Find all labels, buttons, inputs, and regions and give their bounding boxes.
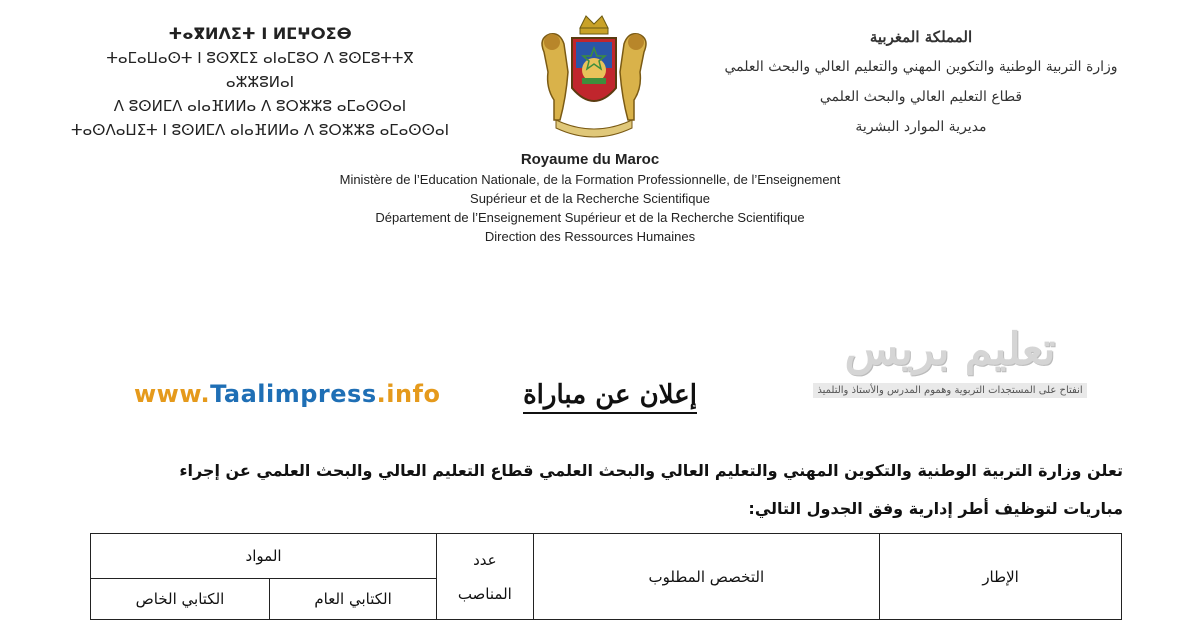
french-line: Direction des Ressources Humaines xyxy=(484,229,696,244)
jobs-table xyxy=(90,533,1122,620)
french-line: Supérieur et de la Recherche Scientifique xyxy=(470,191,710,206)
arabic-header xyxy=(711,22,1131,142)
watermark-main: تعليم بريس xyxy=(844,324,1056,375)
header-written-general: الكتابي العام xyxy=(269,579,436,620)
arabic-line: مديرية الموارد البشرية xyxy=(855,119,987,135)
header-subjects: المواد xyxy=(91,534,437,579)
moroccan-coat-of-arms-icon xyxy=(524,8,664,148)
intro-line: مباريات لتوظيف أطر إدارية وفق الجدول التالي: xyxy=(748,499,1123,518)
tifinagh-header xyxy=(70,22,450,142)
arabic-title: المملكة المغربية xyxy=(869,28,973,46)
intro-line: تعلن وزارة التربية الوطنية والتكوين المهني والتعليم العالي والبحث العلمي قطاع التعليم العالي والبحث العلمي عن إجراء xyxy=(179,461,1123,480)
website-tld: .info xyxy=(376,380,441,408)
watermark-logo xyxy=(800,322,1100,422)
tifinagh-line: ⵜⴰⵎⴰⵡⴰⵙⵜ ⵏ ⵓⵙⴳⵎⵉ ⴰⵏⴰⵎⵓⵔ ⴷ ⵓⵙⵎⵓⵜⵜⴳ ⴰⵣⵣⵓⵍⴰⵏ xyxy=(106,49,414,91)
arabic-line: قطاع التعليم العالي والبحث العلمي xyxy=(819,89,1023,105)
header-cadre: الإطار xyxy=(880,534,1122,620)
announcement-title: إعلان عن مباراة xyxy=(480,380,740,410)
header-written-special: الكتابي الخاص xyxy=(91,579,270,620)
website-link[interactable] xyxy=(134,380,440,408)
french-title: Royaume du Maroc xyxy=(520,151,660,168)
arabic-line: وزارة التربية الوطنية والتكوين المهني والتعليم العالي والبحث العلمي xyxy=(724,59,1118,75)
french-header xyxy=(250,150,930,246)
website-name: Taalimpress xyxy=(210,380,377,408)
tifinagh-line: ⴷ ⵓⵙⵍⵎⴷ ⴰⵏⴰⴼⵍⵍⴰ ⴷ ⵓⵔⵣⵣⵓ ⴰⵎⴰⵙⵙⴰⵏ xyxy=(113,97,407,115)
tifinagh-title: ⵜⴰⴳⵍⴷⵉⵜ ⵏ ⵍⵎⵖⵔⵉⴱ xyxy=(168,24,352,43)
website-prefix: www. xyxy=(134,380,211,408)
french-line: Ministère de l’Education Nationale, de la Formation Professionnelle, de l’Enseignement xyxy=(339,172,841,187)
tifinagh-line: ⵜⴰⵙⴷⴰⵡⵉⵜ ⵏ ⵓⵙⵍⵎⴷ ⴰⵏⴰⴼⵍⵍⴰ ⴷ ⵓⵔⵣⵣⵓ ⴰⵎⴰⵙⵙⴰⵏ xyxy=(70,121,450,139)
intro-paragraph xyxy=(123,452,1123,528)
header-posts: عدد المناصب xyxy=(437,534,533,620)
header-specialty: التخصص المطلوب xyxy=(533,534,880,620)
french-line: Département de l’Enseignement Supérieur et de la Recherche Scientifique xyxy=(375,210,805,225)
table-header-row xyxy=(91,534,1122,579)
watermark-subtitle: انفتاح على المستجدات التربوية وهموم المدرس والأستاذ والتلميذ xyxy=(813,383,1086,398)
